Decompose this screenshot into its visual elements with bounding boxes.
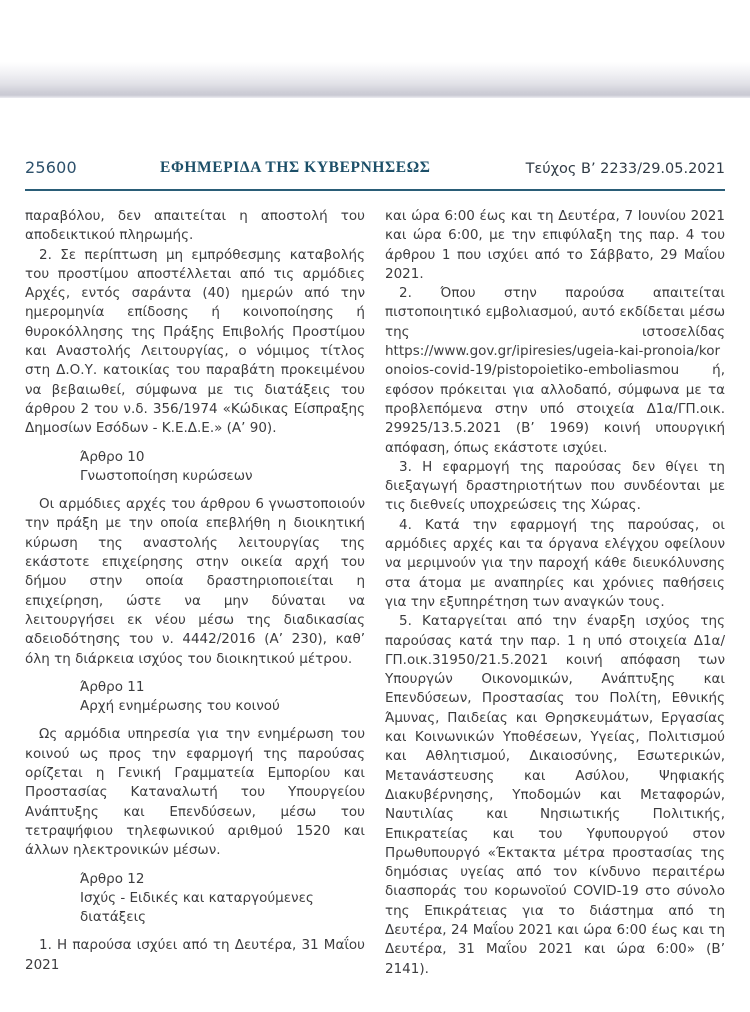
article-number: Άρθρο 12	[80, 870, 145, 887]
paragraph: Οι αρμόδιες αρχές του άρθρου 6 γνωστοποιούν την πράξη με την οποία επεβλήθη η διοικητική κύρωση της αναστολής λειτουργίας της εκάστοτε επιχείρησης στην οικεία αρχή του δήμου στην οποία δραστηριοποιείται η επιχείρηση, ώστε να μην δύναται να λειτουργήσει εκ νέου μέσω της διαδικασίας αδειοδότησης του ν. 4442/2016 (Α’ 230), καθ’ όλη τη διάρκεια ισχύος του διοικητικού μέτρου.	[25, 496, 365, 667]
article-title: Γνωστοποίηση κυρώσεων	[80, 467, 253, 484]
paragraph: 4. Κατά την εφαρμογή της παρούσας, οι αρμόδιες αρχές και τα όργανα ελέγχου οφείλουν να μεριμνούν για την παροχή κάθε διευκόλυνσης στα άτομα με αναπηρίες και χρόνιες παθήσεις για την εξυπηρέτηση των αναγκών τους.	[385, 516, 725, 610]
paragraph: παραβόλου, δεν απαιτείται η αποστολή του αποδεικτικού πληρωμής.	[25, 208, 365, 244]
article-number: Άρθρο 10	[80, 448, 145, 465]
article-heading	[80, 870, 365, 928]
paragraph: 2. Όπου στην παρούσα απαιτείται πιστοποιητικό εμβολιασμού, αυτό εκδίδεται μέσω της ιστοσελίδας https://www.gov.gr/ipiresies/ugeia-kai-pronoia/kor onoios-covid-19/pistopoietiko-emboliasmou ή, εφόσον πρόκειται για αλλοδαπό, σύμφωνα με τα προβλεπόμενα στην υπό στοιχεία Δ1α/ΓΠ.οικ. 29925/13.5.2021 (Β’ 1969) κοινή υπουργική απόφαση, όπως εκάστοτε ισχύει.	[385, 285, 725, 456]
paragraph: και ώρα 6:00 έως και τη Δευτέρα, 7 Ιουνίου 2021 και ώρα 6:00, με την επιφύλαξη της παρ. 4 του άρθρου 1 που ισχύει από το Σάββατο, 29 Μαΐου 2021.	[385, 208, 725, 282]
article-title: Αρχή ενημέρωσης του κοινού	[80, 698, 280, 715]
issue-info: Τεύχος Β’ 2233/29.05.2021	[525, 161, 725, 177]
article-heading	[80, 678, 365, 717]
masthead-rule	[25, 189, 725, 191]
paragraph: 1. Η παρούσα ισχύει από τη Δευτέρα, 31 Μαΐου 2021	[25, 937, 365, 973]
left-column	[25, 207, 365, 979]
paragraph: Ως αρμόδια υπηρεσία για την ενημέρωση του κοινού ως προς την εφαρμογή της παρούσας ορίζεται η Γενική Γραμματεία Εμπορίου και Προστασίας Καταναλωτή του Υπουργείου Ανάπτυξης και Επενδύσεων, μέσω του τετραψήφιου τηλεφωνικού αριθμού 1520 και άλλων ηλεκτρονικών μέσων.	[25, 726, 365, 859]
page-edge-shadow	[0, 62, 750, 98]
article-number: Άρθρο 11	[80, 678, 145, 695]
article-heading	[80, 448, 365, 487]
masthead	[25, 158, 725, 177]
paragraph: 3. Η εφαρμογή της παρούσας δεν θίγει τη διεξαγωγή δραστηριοτήτων που συνδέονται με τις διεθνείς υποχρεώσεις της Χώρας.	[385, 458, 725, 514]
paragraph: 5. Καταργείται από την έναρξη ισχύος της παρούσας κατά την παρ. 1 η υπό στοιχεία Δ1α/ΓΠ.οικ.31950/21.5.2021 κοινή απόφαση των Υπουργών Οικονομικών, Ανάπτυξης και Επενδύσεων, Προστασίας του Πολίτη, Εθνικής Άμυνας, Παιδείας και Θρησκευμάτων, Εργασίας και Κοινωνικών Υποθέσεων, Υγείας, Πολιτισμού και Αθλητισμού, Δικαιοσύνης, Εσωτερικών, Μετανάστευσης και Ασύλου, Ψηφιακής Διακυβέρνησης, Υποδομών και Μεταφορών, Ναυτιλίας και Νησιωτικής Πολιτικής, Επικρατείας και του Υφυπουργού στον Πρωθυπουργό «Έκτακτα μέτρα προστασίας της δημόσιας υγείας από τον κίνδυνο περαιτέρω διασποράς του κορωνοϊού COVID-19 στο σύνολο της Επικράτειας για το διάστημα από τη Δευτέρα, 24 Μαΐου 2021 και ώρα 6:00 έως και τη Δευτέρα, 31 Μαΐου 2021 και ώρα 6:00» (Β’ 2141).	[385, 613, 725, 977]
paragraph: 2. Σε περίπτωση μη εμπρόθεσμης καταβολής του προστίμου αποστέλλεται από τις αρμόδιες Αρχές, εντός σαράντα (40) ημερών από την ημερομηνία επίδοσης ή κοινοποίησης ή θυροκόλλησης της Πράξης Επιβολής Προστίμου και Αναστολής Λειτουργίας, ο νόμιμος τίτλος στη Δ.Ο.Υ. κατοικίας του παραβάτη προκειμένου να βεβαιωθεί, σύμφωνα με τις διατάξεις του άρθρου 2 του ν.δ. 356/1974 «Κώδικας Είσπραξης Δημοσίων Εσόδων - Κ.Ε.Δ.Ε.» (Α’ 90).	[25, 246, 365, 437]
article-title: Ισχύς - Ειδικές και καταργούμενες διατάξεις	[80, 889, 314, 926]
right-column	[385, 207, 725, 979]
page-number: 25600	[25, 158, 77, 177]
document-body	[25, 207, 725, 979]
gazette-title: ΕΦΗΜΕΡΙΔΑ ΤΗΣ ΚΥΒΕΡΝΗΣΕΩΣ	[160, 159, 431, 176]
